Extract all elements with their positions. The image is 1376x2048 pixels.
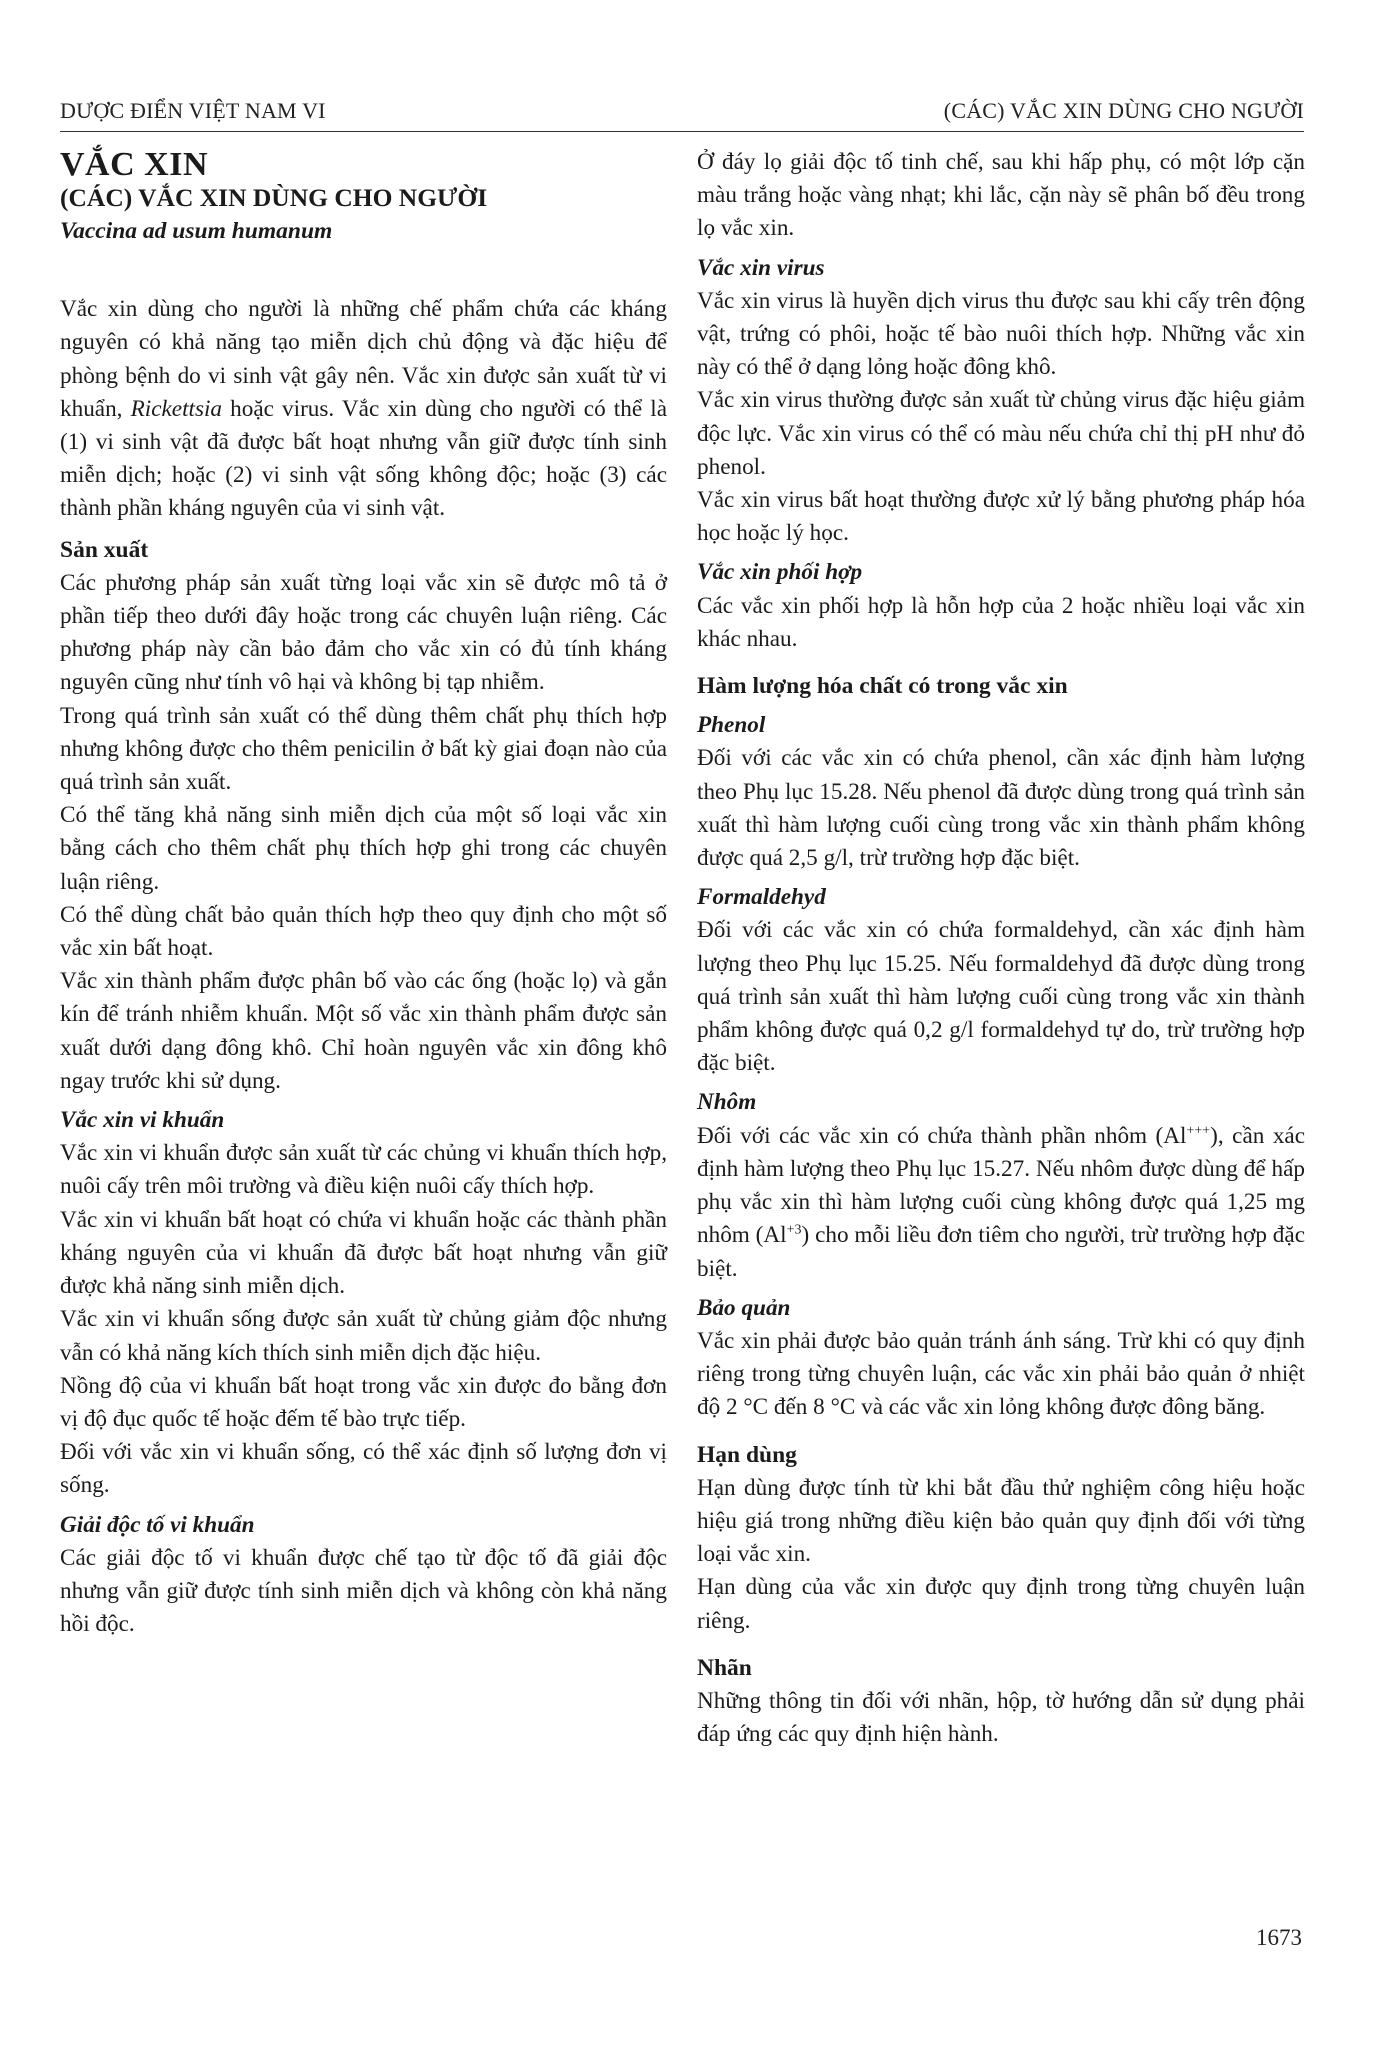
subheading-bacterial-vaccine: Vắc xin vi khuẩn <box>60 1107 225 1134</box>
toxoid-paragraph: Các giải độc tố vi khuẩn được chế tạo từ độc tố đã giải độc nhưng vẫn giữ được tính sinh miễn dịch và không còn khả năng hồi độc. <box>60 1544 667 1638</box>
production-paragraph: Có thể tăng khả năng sinh miễn dịch của một số loại vắc xin bằng cách cho thêm chất phụ thích hợp ghi trong các chuyên luận riêng. <box>60 802 667 895</box>
subheading-bacterial-toxoid: Giải độc tố vi khuẩn <box>60 1511 255 1538</box>
storage-paragraph: Vắc xin phải được bảo quản tránh ánh sáng. Trừ khi có quy định riêng trong từng chuyên luận, các vắc xin phải bảo quản ở nhiệt độ 2 °C đến 8 °C và các vắc xin lỏng không được đông băng. <box>697 1327 1305 1421</box>
label-paragraph: Những thông tin đối với nhãn, hộp, tờ hướng dẫn sử dụng phải đáp ứng các quy định hiện hành. <box>697 1687 1305 1748</box>
subheading-formaldehyde: Formaldehyd <box>697 884 826 911</box>
virus-paragraph: Vắc xin virus thường được sản xuất từ chủng virus đặc hiệu giảm độc lực. Vắc xin virus có thể có màu nếu chứa chỉ thị pH như đỏ phenol. <box>697 387 1305 480</box>
header-monograph-title: (CÁC) VẮC XIN DÙNG CHO NGƯỜI <box>943 98 1304 123</box>
production-paragraph: Các phương pháp sản xuất từng loại vắc xin sẽ được mô tả ở phần tiếp theo dưới đây hoặc trong các chuyên luận riêng. Các phương pháp này cần bảo đảm cho vắc xin có đủ tính kháng nguyên cũng như tính vô hại và không bị tạp nhiễm. <box>60 569 667 696</box>
monograph-title: (CÁC) VẮC XIN DÙNG CHO NGƯỜI <box>60 183 488 213</box>
subheading-phenol: Phenol <box>697 712 766 739</box>
expiry-paragraph: Hạn dùng được tính từ khi bắt đầu thử nghiệm công hiệu hoặc hiệu giá trong những điều kiện bảo quản quy định đối với từng loại vắc xin. <box>697 1474 1305 1568</box>
aluminium-text-1: Đối với các vắc xin có chứa thành phần nhôm (Al <box>697 1122 1187 1149</box>
expiry-paragraph: Hạn dùng của vắc xin được quy định trong từng chuyên luận riêng. <box>697 1574 1305 1634</box>
section-heading-chemicals: Hàm lượng hóa chất có trong vắc xin <box>697 673 1068 700</box>
intro-italic-term: Rickettsia <box>130 395 223 422</box>
virus-paragraph: Vắc xin virus là huyền dịch virus thu được sau khi cấy trên động vật, trứng có phôi, hoặc tế bào nuôi thích hợp. Những vắc xin này có thể ở dạng lỏng hoặc đông khô. <box>697 287 1305 381</box>
virus-paragraph: Vắc xin virus bất hoạt thường được xử lý bằng phương pháp hóa học hoặc lý học. <box>697 487 1305 547</box>
production-paragraph: Có thể dùng chất bảo quản thích hợp theo quy định cho một số vắc xin bất hoạt. <box>60 901 667 962</box>
aluminium-text-3: ) cho mỗi liều đơn tiêm cho người, trừ trường hợp đặc biệt. <box>697 1222 1305 1282</box>
section-heading-label: Nhãn <box>697 1654 752 1681</box>
phenol-paragraph: Đối với các vắc xin có chứa phenol, cần xác định hàm lượng theo Phụ lục 15.28. Nếu phenol đã được dùng trong quá trình sản xuất thì hàm lượng cuối cùng trong vắc xin thành phẩm không được quá 2,5 g/l, trừ trường hợp đặc biệt. <box>697 745 1305 872</box>
intro-text-2: hoặc virus. Vắc xin dùng cho người có thể là (1) vi sinh vật đã được bất hoạt nhưng vẫn giữ được tính sinh miễn dịch; hoặc (2) vi sinh vật sống không độc; hoặc (3) các thành phần kháng nguyên của vi sinh vật. <box>60 395 667 522</box>
intro-paragraph <box>60 293 667 525</box>
subheading-combined-vaccine: Vắc xin phối hợp <box>697 559 863 586</box>
formaldehyde-paragraph: Đối với các vắc xin có chứa formaldehyd, cần xác định hàm lượng theo Phụ lục 15.25. Nếu formaldehyd đã được dùng trong quá trình sản xuất thì hàm lượng cuối cùng trong vắc xin thành phẩm không được quá 0,2 g/l formaldehyd tự do, trừ trường hợp đặc biệt. <box>697 917 1305 1077</box>
subheading-storage: Bảo quản <box>697 1294 791 1321</box>
running-header <box>60 98 1304 124</box>
bacterial-paragraph: Vắc xin vi khuẩn được sản xuất từ các chủng vi khuẩn thích hợp, nuôi cấy trên môi trường và điều kiện nuôi cấy thích hợp. <box>60 1140 667 1200</box>
latin-title: Vaccina ad usum humanum <box>60 218 333 245</box>
aluminium-paragraph <box>697 1120 1305 1286</box>
subheading-aluminium: Nhôm <box>697 1089 757 1116</box>
bacterial-paragraph: Vắc xin vi khuẩn sống được sản xuất từ chủng giảm độc nhưng vẫn có khả năng kích thích sinh miễn dịch đặc hiệu. <box>60 1306 667 1366</box>
aluminium-superscript-1: +++ <box>1186 1122 1211 1138</box>
right-column <box>697 146 1305 1751</box>
intro-text-1: Vắc xin dùng cho người là những chế phẩm chứa các kháng nguyên có khả năng tạo miễn dịch chủ động và đặc hiệu để phòng bệnh do vi sinh vật gây nên. Vắc xin được sản xuất từ vi khuẩn, <box>60 296 667 422</box>
bacterial-paragraph: Đối với vắc xin vi khuẩn sống, có thể xác định số lượng đơn vị sống. <box>60 1439 667 1499</box>
page-number: 1673 <box>1256 1925 1302 1950</box>
aluminium-superscript-2: +3 <box>786 1222 802 1238</box>
bacterial-paragraph: Nồng độ của vi khuẩn bất hoạt trong vắc xin được đo bằng đơn vị độ đục quốc tế hoặc đếm tế bào trực tiếp. <box>60 1372 667 1432</box>
header-book-title: DƯỢC ĐIỂN VIỆT NAM VI <box>60 98 326 123</box>
aluminium-text-2: ), cần xác định hàm lượng theo Phụ lục 15.27. Nếu nhôm được dùng để hấp phụ vắc xin thì hàm lượng cuối cùng không được quá 1,25 mg nhôm (Al <box>697 1122 1305 1249</box>
production-paragraph: Trong quá trình sản xuất có thể dùng thêm chất phụ thích hợp nhưng không được cho thêm penicilin ở bất kỳ giai đoạn nào của quá trình sản xuất. <box>60 702 667 796</box>
section-heading-expiry: Hạn dùng <box>697 1441 797 1468</box>
subheading-virus-vaccine: Vắc xin virus <box>697 254 825 281</box>
chapter-title: VẮC XIN <box>60 146 208 183</box>
left-column <box>60 148 667 1641</box>
production-paragraph: Vắc xin thành phẩm được phân bố vào các ống (hoặc lọ) và gắn kín để tránh nhiễm khuẩn. Một số vắc xin thành phẩm được sản xuất dưới dạng đông khô. Chỉ hoàn nguyên vắc xin đông khô ngay trước khi sử dụng. <box>60 968 667 1094</box>
toxoid-continued-paragraph: Ở đáy lọ giải độc tố tinh chế, sau khi hấp phụ, có một lớp cặn màu trắng hoặc vàng nhạt; khi lắc, cặn này sẽ phân bố đều trong lọ vắc xin. <box>697 149 1305 242</box>
section-heading-production: Sản xuất <box>60 536 149 563</box>
combined-paragraph: Các vắc xin phối hợp là hỗn hợp của 2 hoặc nhiều loại vắc xin khác nhau. <box>697 592 1305 652</box>
bacterial-paragraph: Vắc xin vi khuẩn bất hoạt có chứa vi khuẩn hoặc các thành phần kháng nguyên của vi khuẩn đã được bất hoạt nhưng vẫn giữ được khả năng sinh miễn dịch. <box>60 1206 667 1300</box>
header-rule <box>60 131 1304 132</box>
